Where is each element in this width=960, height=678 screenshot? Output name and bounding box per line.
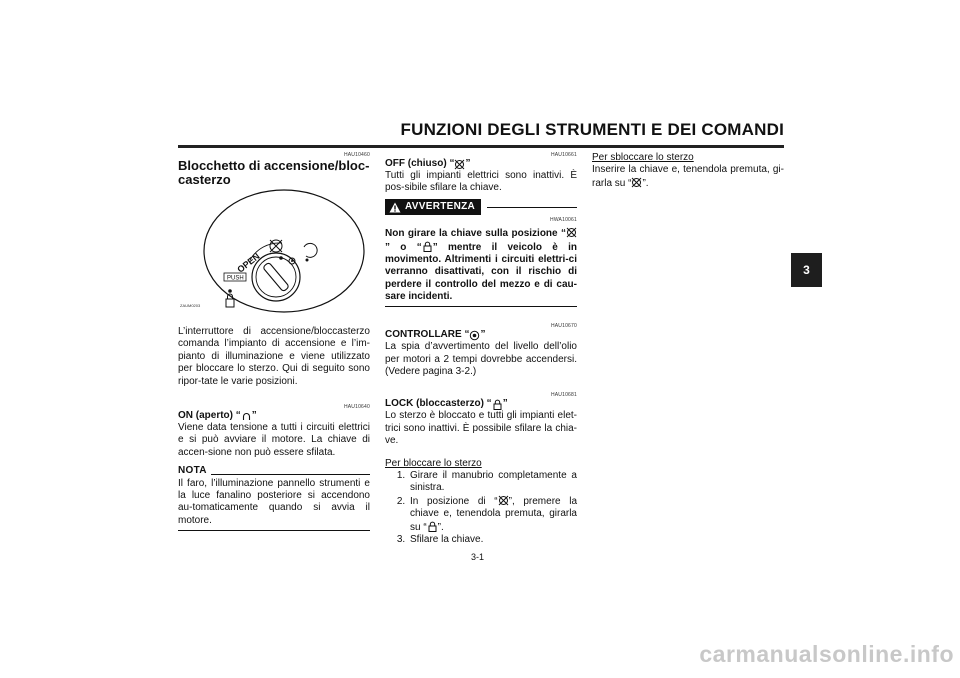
list-item: 1. Girare il manubrio completamente a sinistra. (408, 470, 577, 495)
section-code: HAU10681 (550, 392, 577, 399)
push-label: PUSH (227, 275, 244, 282)
lock-title: LOCK (bloccasterzo) “ ” (385, 398, 508, 410)
page-title: FUNZIONI DEGLI STRUMENTI E DEI COMANDI (400, 120, 784, 139)
lock-icon (427, 521, 438, 532)
footer-watermark[interactable]: carmanualsonline.info (699, 641, 954, 667)
unlock-heading: Per sbloccare lo sterzo (592, 152, 694, 163)
chapter-tab: 3 (791, 253, 822, 287)
off-position-icon (498, 495, 509, 506)
list-item: 3. Sfilare la chiave. (408, 534, 577, 546)
warning-text: Non girare la chiave sulla posizione “ ” o “ ” mentre il veicolo è in movimento. Altrimenti i circuiti elettri-ci verranno disattivati, con il rischio di perdere il controllo del mezzo e di cau-sare incidenti. (385, 228, 577, 303)
off-title: OFF (chiuso) “ ” (385, 158, 471, 169)
section-code: HAU10460 (343, 152, 370, 158)
lock-steps-heading: Per bloccare lo sterzo (385, 457, 482, 469)
on-title: ON (aperto) “ ” (178, 410, 257, 422)
section-code: HAU10661 (550, 152, 577, 158)
control-position-icon (469, 330, 480, 341)
section-code: HAU10640 (343, 404, 370, 411)
warning-end-rule (385, 306, 577, 308)
lock-icon (422, 241, 433, 252)
warning-badge: AVVERTENZA (385, 199, 481, 215)
column-2 (385, 152, 577, 546)
off-position-icon (631, 177, 642, 188)
warning-header (385, 199, 577, 215)
ignition-switch-diagram (178, 189, 372, 313)
off-position-icon (566, 227, 577, 238)
nota-header (178, 465, 370, 477)
header-rule (178, 145, 784, 148)
diagram-code: ZAUM0203 (180, 303, 201, 308)
column-1 (178, 152, 370, 531)
off-position-icon (454, 159, 465, 170)
on-position-icon (241, 411, 252, 422)
control-title: CONTROLLARE “ ” (385, 329, 486, 341)
lock-text: Lo sterzo è bloccato e tutti gli impianti elet-trici sono inattivi. È possibile sfilare la chia-ve. (385, 410, 577, 447)
warning-code: HWA10061 (550, 217, 577, 224)
column-3 (592, 152, 784, 190)
off-text: Tutti gli impianti elettrici sono inattivi. È pos-sibile sfilare la chiave. (385, 170, 577, 194)
control-text: La spia d’avvertimento del livello dell’olio per motori a 2 tempi dovrebbe accendersi. (Vedere pagina 3-2.) (385, 341, 577, 377)
warning-rule (487, 207, 577, 208)
section-title: Blocchetto di accensione/bloc-casterzo (178, 158, 370, 187)
list-item: 2. In posizione di “ ”, premere la chiave e, tenendola premuta, girarla su “ ”. (408, 495, 577, 534)
page-number: 3-1 (471, 552, 485, 562)
nota-end-rule (178, 530, 370, 531)
nota-text: Il faro, l’illuminazione pannello strumenti e la luce fanalino posteriore si accendono au-tomaticamente quando si avvia il motore. (178, 477, 370, 526)
warning-triangle-icon (389, 202, 401, 213)
unlock-text: Inserire la chiave e, tenendola premuta, gi-rarla su “ ”. (592, 164, 784, 189)
nota-label: NOTA (178, 465, 207, 477)
open-label: OPEN (235, 251, 262, 275)
nota-rule (211, 474, 370, 475)
lock-icon (492, 399, 503, 410)
intro-text: L’interruttore di accensione/bloccasterzo comanda l’impianto di accensione e l’im-pianto di illuminazione e viene utilizzato per bloccare lo sterzo. Qui di seguito sono ripor-tate le varie posizioni. (178, 326, 370, 387)
section-code: HAU10670 (550, 323, 577, 330)
on-text: Viene data tensione a tutti i circuiti elettrici e si può avviare il motore. La chiave di accen-sione non può essere sfilata. (178, 422, 370, 458)
lock-steps-list (385, 470, 577, 546)
